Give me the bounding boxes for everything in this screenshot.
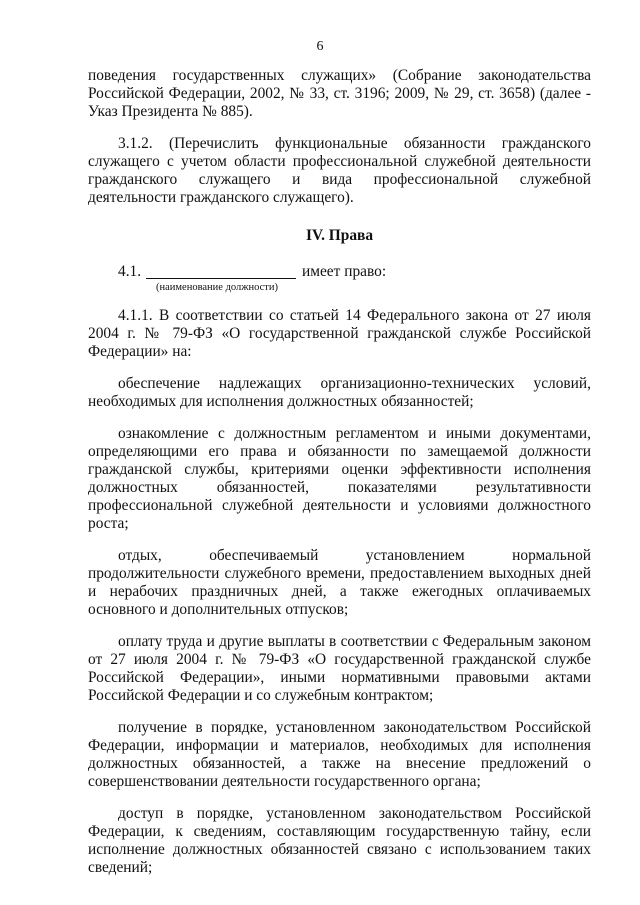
right-item: доступ в порядке, установленном законодательством Российской Федерации, к сведениям, составляющим государственную тайну, если исполнение должностных обязанностей связано с использованием таких сведений; (88, 805, 591, 876)
document-body (88, 67, 591, 877)
position-name-note: (наименование должности) (156, 282, 279, 293)
page-number: 6 (316, 39, 324, 54)
paragraph-3-1-2: 3.1.2. (Перечислить функциональные обязанности гражданского служащего с учетом области профессиональной служебной деятельности гражданского служащего и вида профессиональной служебной деятельности гражданского служащего). (88, 135, 591, 206)
right-item: ознакомление с должностным регламентом и иными документами, определяющими его права и обязанности по замещаемой должности гражданской службы, критериями оценки эффективности исполнения должностных обязанностей, показателями результативности профессиональной служебной деятельности и условиями должностного роста; (88, 425, 591, 532)
right-item: получение в порядке, установленном законодательством Российской Федерации, информации и материалов, необходимых для исполнения должностных обязанностей, а также на внесение предложений о совершенствовании деятельности государственного органа; (88, 719, 591, 790)
right-item: отдых, обеспечиваемый установлением нормальной продолжительности служебного времени, предоставлением выходных дней и нерабочих праздничных дней, а также ежегодных оплачиваемых основного и дополнительных отпусков; (88, 547, 591, 618)
right-item: оплату труда и другие выплаты в соответствии с Федеральным законом от 27 июля 2004 г. № 79-ФЗ «О государственной гражданской службе Российской Федерации», иными нормативными правовыми актами Российской Федерации и со служебным контрактом; (88, 633, 591, 704)
paragraph-continuation: поведения государственных служащих» (Собрание законодательства Российской Федерации, 2002, № 33, ст. 3196; 2009, № 29, ст. 3658) (далее - Указ Президента № 885). (88, 67, 591, 120)
position-blank-line (146, 278, 296, 279)
section-title: IV. Права (305, 227, 374, 244)
item-4-1-row (88, 263, 591, 297)
item-4-1-number: 4.1. (118, 263, 142, 280)
right-item: обеспечение надлежащих организационно-технических условий, необходимых для исполнения должностных обязанностей; (88, 375, 591, 410)
item-4-1-text: имеет право: (302, 263, 387, 280)
paragraph-4-1-1: 4.1.1. В соответствии со статьей 14 Федерального закона от 27 июля 2004 г. № 79-ФЗ «О государственной гражданской службе Российской Федерации» на: (88, 307, 591, 360)
